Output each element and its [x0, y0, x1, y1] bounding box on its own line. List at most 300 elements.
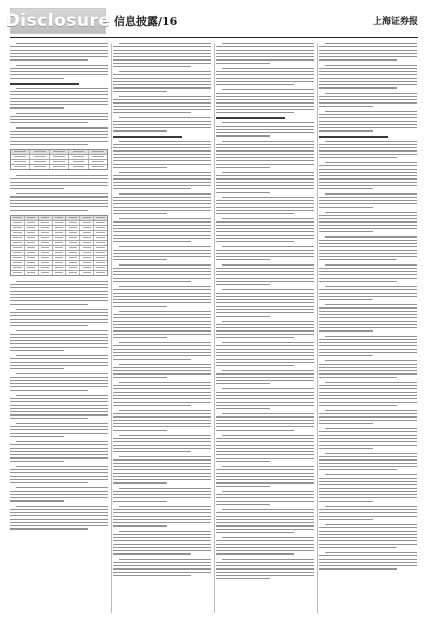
- text-line-placeholder: [319, 81, 417, 82]
- text-line-placeholder: [319, 327, 417, 328]
- text-line-placeholder: [222, 289, 314, 290]
- text-line-placeholder: [222, 197, 314, 198]
- paragraph-placeholder: [113, 531, 211, 555]
- text-line-placeholder: [325, 111, 417, 112]
- text-line-placeholder: [16, 309, 108, 310]
- text-line-placeholder: [113, 228, 211, 229]
- paragraph-placeholder: [216, 197, 314, 215]
- text-line-placeholder: [16, 65, 108, 66]
- text-line-placeholder: [113, 330, 211, 331]
- text-line-placeholder: [222, 491, 314, 492]
- text-line-placeholder: [16, 506, 108, 507]
- text-line-placeholder: [113, 317, 211, 318]
- text-line-placeholder: [113, 359, 191, 360]
- text-line-placeholder: [10, 448, 108, 449]
- paragraph-placeholder: [113, 311, 211, 338]
- text-line-placeholder: [10, 380, 108, 381]
- text-line-placeholder: [113, 268, 211, 269]
- column-divider: [214, 43, 215, 613]
- text-line-placeholder: [16, 373, 108, 374]
- text-line-placeholder: [216, 448, 314, 449]
- table-row: [11, 165, 107, 169]
- text-line-placeholder: [10, 116, 108, 117]
- text-line-placeholder: [216, 259, 270, 260]
- text-line-placeholder: [10, 59, 88, 60]
- text-line-placeholder: [10, 297, 108, 298]
- text-line-placeholder: [113, 157, 211, 158]
- paragraph-placeholder: [10, 466, 108, 484]
- text-line-placeholder: [319, 307, 417, 308]
- text-line-placeholder: [216, 281, 314, 282]
- text-line-placeholder: [10, 497, 108, 498]
- text-line-placeholder: [10, 78, 64, 79]
- text-line-placeholder: [216, 550, 314, 551]
- text-line-placeholder: [113, 130, 167, 131]
- text-line-placeholder: [10, 200, 108, 201]
- text-line-placeholder: [16, 193, 108, 194]
- text-line-placeholder: [113, 99, 211, 100]
- text-line-placeholder: [216, 256, 314, 257]
- text-line-placeholder: [10, 101, 108, 102]
- text-line-placeholder: [319, 431, 417, 432]
- text-line-placeholder: [216, 516, 314, 517]
- text-line-placeholder: [216, 572, 314, 573]
- text-line-placeholder: [10, 426, 108, 427]
- table-cell: [25, 266, 39, 270]
- paragraph-placeholder: [10, 506, 108, 530]
- text-line-placeholder: [216, 192, 270, 193]
- text-line-placeholder: [216, 469, 314, 470]
- paragraph-placeholder: [319, 304, 417, 331]
- text-line-placeholder: [113, 395, 211, 396]
- text-line-placeholder: [119, 246, 211, 247]
- text-line-placeholder: [319, 402, 417, 403]
- table-cell: [39, 221, 53, 225]
- text-line-placeholder: [119, 342, 211, 343]
- text-line-placeholder: [319, 441, 417, 442]
- table-cell: [80, 241, 94, 245]
- paragraph-placeholder: [216, 509, 314, 533]
- article-columns: [10, 43, 418, 613]
- text-line-placeholder: [216, 512, 314, 513]
- text-line-placeholder: [113, 109, 211, 110]
- text-line-placeholder: [319, 339, 417, 340]
- text-line-placeholder: [319, 459, 417, 460]
- text-line-placeholder: [10, 182, 108, 183]
- text-line-placeholder: [319, 568, 397, 569]
- text-line-placeholder: [113, 241, 191, 242]
- text-line-placeholder: [216, 451, 314, 452]
- text-line-placeholder: [222, 246, 314, 247]
- text-line-placeholder: [113, 278, 211, 279]
- table-cell: [30, 165, 49, 169]
- text-line-placeholder: [10, 454, 108, 455]
- text-line-placeholder: [319, 185, 417, 186]
- text-line-placeholder: [216, 532, 294, 533]
- text-line-placeholder: [113, 59, 211, 60]
- text-line-placeholder: [319, 50, 417, 51]
- text-line-placeholder: [216, 324, 314, 325]
- table-cell: [94, 226, 107, 230]
- text-line-placeholder: [119, 531, 211, 532]
- text-line-placeholder: [10, 185, 108, 186]
- table-cell: [11, 165, 30, 169]
- text-line-placeholder: [10, 91, 108, 92]
- text-line-placeholder: [319, 175, 417, 176]
- text-line-placeholder: [216, 46, 314, 47]
- table-cell: [11, 221, 25, 225]
- text-line-placeholder: [319, 289, 417, 290]
- text-line-placeholder: [119, 193, 211, 194]
- table-cell: [53, 256, 67, 260]
- text-line-placeholder: [319, 481, 417, 482]
- table-cell: [11, 261, 25, 265]
- text-line-placeholder: [113, 479, 211, 480]
- paragraph-placeholder: [216, 172, 314, 193]
- text-line-placeholder: [319, 240, 417, 241]
- text-line-placeholder: [10, 122, 88, 123]
- text-line-placeholder: [113, 256, 211, 257]
- table-cell: [11, 231, 25, 235]
- paragraph-placeholder: [113, 488, 211, 502]
- text-line-placeholder: [216, 445, 314, 446]
- text-line-placeholder: [216, 578, 270, 579]
- table-cell: [66, 221, 80, 225]
- column-1: [10, 43, 108, 613]
- text-line-placeholder: [216, 144, 314, 145]
- text-line-placeholder: [113, 327, 211, 328]
- text-line-placeholder: [119, 43, 211, 44]
- text-line-placeholder: [216, 392, 314, 393]
- text-line-placeholder: [216, 109, 314, 110]
- paragraph-placeholder: [319, 286, 417, 300]
- text-line-placeholder: [319, 299, 373, 300]
- text-line-placeholder: [113, 420, 211, 421]
- text-line-placeholder: [10, 315, 108, 316]
- text-line-placeholder: [10, 461, 64, 462]
- paragraph-placeholder: [319, 236, 417, 260]
- text-line-placeholder: [216, 525, 314, 526]
- table-cell: [69, 165, 88, 169]
- text-line-placeholder: [222, 559, 314, 560]
- text-line-placeholder: [113, 213, 167, 214]
- text-line-placeholder: [319, 547, 397, 548]
- text-line-placeholder: [319, 349, 417, 350]
- table-placeholder: [10, 149, 108, 170]
- paragraph-placeholder: [319, 264, 417, 282]
- text-line-placeholder: [10, 141, 108, 142]
- text-line-placeholder: [325, 552, 417, 553]
- text-line-placeholder: [10, 203, 108, 204]
- text-line-placeholder: [216, 63, 270, 64]
- text-line-placeholder: [216, 268, 314, 269]
- paragraph-placeholder: [10, 487, 108, 501]
- text-line-placeholder: [113, 50, 211, 51]
- text-line-placeholder: [113, 106, 211, 107]
- text-line-placeholder: [216, 167, 270, 168]
- text-line-placeholder: [216, 423, 314, 424]
- text-line-placeholder: [113, 519, 211, 520]
- text-line-placeholder: [319, 293, 417, 294]
- text-line-placeholder: [10, 476, 108, 477]
- table-cell: [53, 261, 67, 265]
- text-line-placeholder: [319, 130, 373, 131]
- text-line-placeholder: [10, 451, 108, 452]
- text-line-placeholder: [113, 509, 211, 510]
- text-line-placeholder: [10, 107, 64, 108]
- text-line-placeholder: [10, 362, 108, 363]
- text-line-placeholder: [319, 416, 417, 417]
- text-line-placeholder: [319, 96, 417, 97]
- table-cell: [25, 216, 39, 220]
- text-line-placeholder: [216, 231, 314, 232]
- text-line-placeholder: [10, 491, 108, 492]
- text-line-placeholder: [216, 547, 314, 548]
- text-line-placeholder: [113, 451, 191, 452]
- text-line-placeholder: [319, 71, 417, 72]
- text-line-placeholder: [325, 453, 417, 454]
- text-line-placeholder: [325, 236, 417, 237]
- text-line-placeholder: [216, 228, 314, 229]
- text-line-placeholder: [319, 321, 417, 322]
- text-line-placeholder: [319, 497, 417, 498]
- text-line-placeholder: [10, 137, 108, 138]
- text-line-placeholder: [113, 203, 211, 204]
- section-title: 信息披露/16: [114, 15, 178, 28]
- table-cell: [25, 251, 39, 255]
- table-cell: [25, 226, 39, 230]
- text-line-placeholder: [10, 343, 108, 344]
- text-line-placeholder: [10, 210, 88, 211]
- text-line-placeholder: [222, 413, 314, 414]
- text-line-placeholder: [10, 319, 108, 320]
- text-line-placeholder: [319, 268, 417, 269]
- paragraph-placeholder: [216, 342, 314, 366]
- text-line-placeholder: [10, 522, 108, 523]
- text-line-placeholder: [319, 388, 417, 389]
- text-line-placeholder: [113, 544, 211, 545]
- text-line-placeholder: [16, 43, 108, 44]
- text-line-placeholder: [216, 494, 314, 495]
- text-line-placeholder: [216, 74, 314, 75]
- text-line-placeholder: [319, 516, 417, 517]
- text-line-placeholder: [222, 89, 314, 90]
- text-line-placeholder: [10, 134, 108, 135]
- text-line-placeholder: [113, 302, 211, 303]
- table-cell: [11, 271, 25, 275]
- table-cell: [53, 266, 67, 270]
- text-line-placeholder: [113, 188, 191, 189]
- text-line-placeholder: [325, 360, 417, 361]
- text-line-placeholder: [10, 494, 108, 495]
- text-line-placeholder: [319, 182, 417, 183]
- text-line-placeholder: [319, 311, 417, 312]
- text-line-placeholder: [216, 207, 314, 208]
- text-line-placeholder: [216, 175, 314, 176]
- text-line-placeholder: [216, 157, 314, 158]
- text-line-placeholder: [325, 382, 417, 383]
- text-line-placeholder: [119, 141, 211, 142]
- text-line-placeholder: [113, 53, 211, 54]
- text-line-placeholder: [113, 445, 211, 446]
- section-heading-placeholder: [10, 83, 79, 85]
- text-line-placeholder: [10, 519, 108, 520]
- table-cell: [53, 241, 67, 245]
- table-cell: [39, 216, 53, 220]
- paragraph-placeholder: [113, 410, 211, 431]
- text-line-placeholder: [319, 106, 373, 107]
- text-line-placeholder: [319, 102, 417, 103]
- text-line-placeholder: [319, 466, 417, 467]
- table-cell: [69, 160, 88, 164]
- text-line-placeholder: [119, 71, 211, 72]
- text-line-placeholder: [10, 50, 108, 51]
- table-cell: [66, 256, 80, 260]
- text-line-placeholder: [216, 225, 314, 226]
- section-heading-placeholder: [216, 117, 285, 119]
- text-line-placeholder: [113, 463, 211, 464]
- text-line-placeholder: [216, 575, 314, 576]
- text-line-placeholder: [113, 349, 211, 350]
- text-line-placeholder: [325, 286, 417, 287]
- masthead: [5, 8, 418, 36]
- text-line-placeholder: [113, 388, 211, 389]
- text-line-placeholder: [119, 96, 211, 97]
- text-line-placeholder: [113, 74, 211, 75]
- text-line-placeholder: [216, 93, 314, 94]
- text-line-placeholder: [16, 175, 108, 176]
- paragraph-placeholder: [216, 559, 314, 580]
- text-line-placeholder: [216, 345, 314, 346]
- table-cell: [66, 246, 80, 250]
- text-line-placeholder: [10, 429, 108, 430]
- text-line-placeholder: [10, 94, 108, 95]
- paragraph-placeholder: [10, 281, 108, 305]
- text-line-placeholder: [10, 512, 108, 513]
- text-line-placeholder: [319, 314, 417, 315]
- table-cell: [25, 256, 39, 260]
- text-line-placeholder: [216, 426, 314, 427]
- table-cell: [94, 231, 107, 235]
- paragraph-placeholder: [319, 336, 417, 357]
- text-line-placeholder: [216, 334, 314, 335]
- text-line-placeholder: [10, 509, 108, 510]
- text-line-placeholder: [10, 312, 108, 313]
- text-line-placeholder: [113, 525, 167, 526]
- table-cell: [80, 216, 94, 220]
- text-line-placeholder: [113, 250, 211, 251]
- text-line-placeholder: [113, 575, 191, 576]
- text-line-placeholder: [10, 291, 108, 292]
- text-line-placeholder: [113, 377, 167, 378]
- text-line-placeholder: [216, 102, 314, 103]
- text-line-placeholder: [113, 314, 211, 315]
- text-line-placeholder: [216, 160, 314, 161]
- text-line-placeholder: [16, 395, 108, 396]
- text-line-placeholder: [319, 127, 417, 128]
- text-line-placeholder: [113, 441, 211, 442]
- text-line-placeholder: [325, 474, 417, 475]
- text-line-placeholder: [10, 386, 108, 387]
- table-cell: [53, 246, 67, 250]
- paragraph-placeholder: [216, 218, 314, 242]
- text-line-placeholder: [216, 405, 314, 406]
- text-line-placeholder: [216, 430, 294, 431]
- table-cell: [39, 241, 53, 245]
- column-divider: [111, 43, 112, 613]
- text-line-placeholder: [319, 197, 417, 198]
- text-line-placeholder: [216, 132, 314, 133]
- text-line-placeholder: [216, 147, 314, 148]
- paragraph-placeholder: [10, 175, 108, 189]
- column-divider: [317, 43, 318, 613]
- table-cell: [94, 256, 107, 260]
- table-cell: [53, 236, 67, 240]
- text-line-placeholder: [319, 438, 417, 439]
- text-line-placeholder: [113, 207, 211, 208]
- text-line-placeholder: [319, 364, 417, 365]
- text-line-placeholder: [319, 544, 417, 545]
- text-line-placeholder: [113, 426, 211, 427]
- text-line-placeholder: [216, 355, 314, 356]
- text-line-placeholder: [319, 150, 417, 151]
- table-cell: [89, 155, 107, 159]
- table-cell: [80, 236, 94, 240]
- text-line-placeholder: [319, 488, 417, 489]
- text-line-placeholder: [113, 178, 211, 179]
- paragraph-placeholder: [216, 68, 314, 86]
- table-cell: [66, 236, 80, 240]
- text-line-placeholder: [113, 306, 167, 307]
- table-cell: [11, 155, 30, 159]
- table-cell: [11, 266, 25, 270]
- paragraph-placeholder: [10, 88, 108, 109]
- text-line-placeholder: [216, 529, 314, 530]
- text-line-placeholder: [10, 377, 108, 378]
- text-line-placeholder: [216, 458, 314, 459]
- text-line-placeholder: [113, 144, 211, 145]
- text-line-placeholder: [113, 102, 211, 103]
- table-cell: [39, 261, 53, 265]
- text-line-placeholder: [319, 398, 417, 399]
- text-line-placeholder: [113, 87, 211, 88]
- paragraph-placeholder: [319, 453, 417, 471]
- text-line-placeholder: [319, 324, 417, 325]
- paragraph-placeholder: [319, 212, 417, 233]
- text-line-placeholder: [216, 473, 314, 474]
- paragraph-placeholder: [113, 286, 211, 307]
- text-line-placeholder: [216, 309, 314, 310]
- table-cell: [94, 216, 107, 220]
- text-line-placeholder: [325, 193, 417, 194]
- text-line-placeholder: [216, 420, 314, 421]
- text-line-placeholder: [216, 293, 314, 294]
- text-line-placeholder: [319, 377, 397, 378]
- text-line-placeholder: [10, 479, 108, 480]
- text-line-placeholder: [10, 436, 64, 437]
- text-line-placeholder: [216, 99, 314, 100]
- paragraph-placeholder: [113, 43, 211, 67]
- text-line-placeholder: [113, 56, 211, 57]
- table-row: [11, 271, 107, 275]
- paragraph-placeholder: [10, 355, 108, 369]
- table-cell: [39, 226, 53, 230]
- text-line-placeholder: [113, 221, 211, 222]
- text-line-placeholder: [319, 53, 417, 54]
- table-cell: [39, 236, 53, 240]
- text-line-placeholder: [10, 334, 108, 335]
- text-line-placeholder: [319, 218, 417, 219]
